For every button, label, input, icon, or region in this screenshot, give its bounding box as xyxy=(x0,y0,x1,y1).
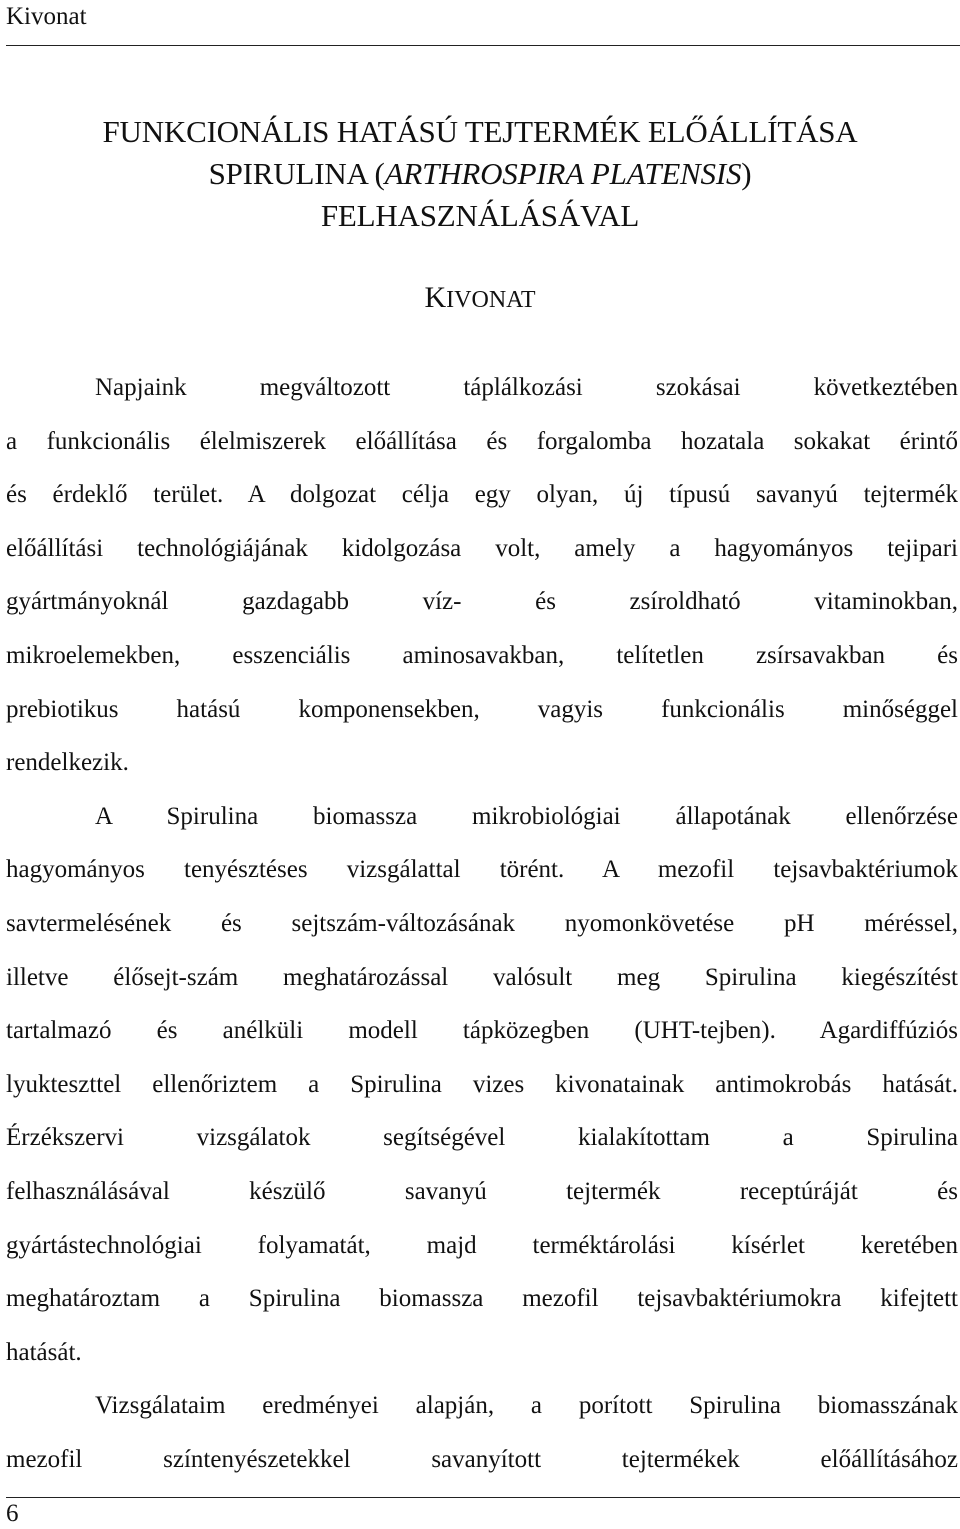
title-line-3: FELHASZNÁLÁSÁVAL xyxy=(320,198,640,233)
body-line: meghatároztam a Spirulina biomassza mezofil tejsavbaktériumokra kifejtett xyxy=(6,1285,958,1313)
body-line: Érzékszervi vizsgálatok segítségével kialakítottam a Spirulina xyxy=(6,1124,958,1152)
body-line: és érdeklő terület. A dolgozat célja egy olyan, új típusú savanyú tejtermék xyxy=(6,481,958,509)
body-line: gyártástechnológiai folyamatát, majd terméktárolási kísérlet keretében xyxy=(6,1231,958,1259)
title-line-2 xyxy=(0,153,960,195)
body-line: mikroelemekben, esszenciális aminosavakban, telítetlen zsírsavakban és xyxy=(6,641,958,669)
body-line: előállítási technológiájának kidolgozása volt, amely a hagyományos tejipari xyxy=(6,534,958,562)
body-line: illetve élősejt-szám meghatározással valósult meg Spirulina kiegészítést xyxy=(6,963,958,991)
running-header: Kivonat xyxy=(6,3,87,30)
body-line: savtermelésének és sejtszám-változásának nyomonkövetése pH méréssel, xyxy=(6,909,958,937)
body-line: Vizsgálataim eredményei alapján, a porított Spirulina biomasszának xyxy=(95,1392,958,1420)
section-heading-rest: IVONAT xyxy=(446,287,536,313)
body-line: A Spirulina biomassza mikrobiológiai állapotának ellenőrzése xyxy=(95,802,958,830)
title-line-1: FUNKCIONÁLIS HATÁSÚ TEJTERMÉK ELŐÁLLÍTÁSA xyxy=(102,114,858,149)
body-line: a funkcionális élelmiszerek előállítása és forgalomba hozatala sokakat érintő xyxy=(6,427,958,455)
body-line: Napjaink megváltozott táplálkozási szokásai következtében xyxy=(95,374,958,401)
body-line: felhasználásával készülő savanyú tejtermék receptúráját és xyxy=(6,1177,958,1205)
title-line-2-suffix: ) xyxy=(741,156,752,191)
header-divider xyxy=(6,45,960,46)
body-line: tartalmazó és anélküli modell tápközegben (UHT-tejben). Agardiffúziós xyxy=(6,1017,958,1045)
body-line: hatását. xyxy=(6,1338,82,1366)
section-heading-initial: K xyxy=(424,281,447,314)
body-line: lyukteszttel ellenőriztem a Spirulina vizes kivonatainak antimokrobás hatását. xyxy=(6,1070,958,1098)
body-line: mezofil színtenyészetekkel savanyított tejtermékek előállításához xyxy=(6,1445,958,1473)
body-line: rendelkezik. xyxy=(6,749,129,777)
footer-divider xyxy=(6,1497,960,1498)
document-title xyxy=(0,111,960,237)
page-number: 6 xyxy=(6,1500,19,1527)
body-line: prebiotikus hatású komponensekben, vagyis funkcionális minőséggel xyxy=(6,695,958,723)
body-line: hagyományos tenyésztéses vizsgálattal törént. A mezofil tejsavbaktériumok xyxy=(6,856,958,884)
title-line-2-italic: ARTHROSPIRA PLATENSIS xyxy=(384,156,742,191)
body-text xyxy=(6,361,958,1486)
section-heading xyxy=(0,280,960,318)
body-line: gyártmányoknál gazdagabb víz- és zsíroldható vitaminokban, xyxy=(6,588,958,616)
title-line-2-prefix: SPIRULINA ( xyxy=(208,156,385,191)
